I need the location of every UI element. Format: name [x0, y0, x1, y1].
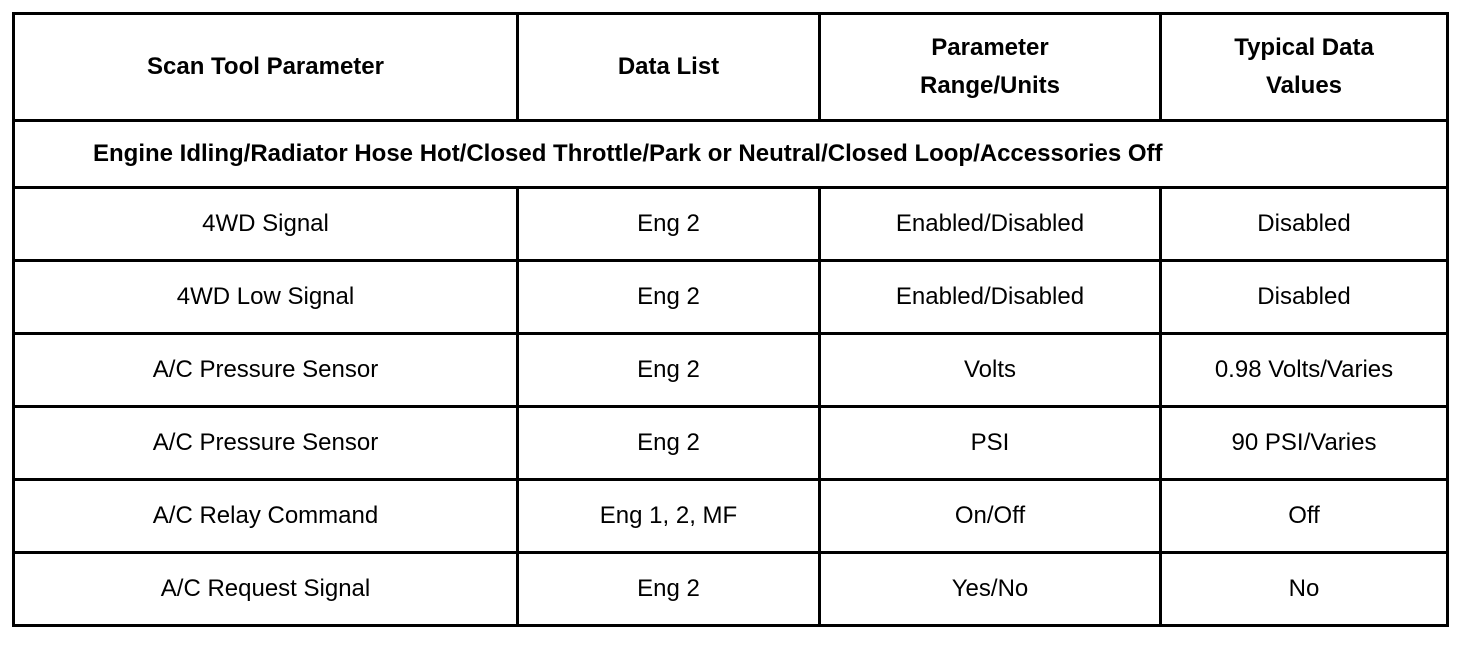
cell-typical-value: Off: [1161, 480, 1448, 553]
cell-parameter: A/C Pressure Sensor: [14, 407, 518, 480]
test-condition: Engine Idling/Radiator Hose Hot/Closed Throttle/Park or Neutral/Closed Loop/Accessories Off: [14, 121, 1448, 188]
table-row: [14, 480, 1448, 553]
cell-range-units: Enabled/Disabled: [820, 261, 1161, 334]
cell-parameter: 4WD Low Signal: [14, 261, 518, 334]
cell-data-list: Eng 2: [518, 553, 820, 626]
cell-parameter: A/C Relay Command: [14, 480, 518, 553]
cell-typical-value: Disabled: [1161, 261, 1448, 334]
header-parameter-range-units: Parameter Range/Units: [820, 14, 1161, 121]
cell-data-list: Eng 1, 2, MF: [518, 480, 820, 553]
cell-range-units: PSI: [820, 407, 1161, 480]
document-page: [12, 12, 1449, 627]
cell-typical-value: Disabled: [1161, 188, 1448, 261]
cell-typical-value: 90 PSI/Varies: [1161, 407, 1448, 480]
cell-typical-value: No: [1161, 553, 1448, 626]
table-row: [14, 261, 1448, 334]
condition-row: [14, 121, 1448, 188]
cell-range-units: Enabled/Disabled: [820, 188, 1161, 261]
cell-typical-value: 0.98 Volts/Varies: [1161, 334, 1448, 407]
cell-data-list: Eng 2: [518, 188, 820, 261]
cell-parameter: 4WD Signal: [14, 188, 518, 261]
cell-range-units: Volts: [820, 334, 1161, 407]
cell-parameter: A/C Request Signal: [14, 553, 518, 626]
cell-data-list: Eng 2: [518, 261, 820, 334]
table-row: [14, 407, 1448, 480]
cell-parameter: A/C Pressure Sensor: [14, 334, 518, 407]
header-scan-tool-parameter: Scan Tool Parameter: [14, 14, 518, 121]
header-data-list: Data List: [518, 14, 820, 121]
table-row: [14, 334, 1448, 407]
table-row: [14, 553, 1448, 626]
scan-tool-data-table: [12, 12, 1449, 627]
header-row: [14, 14, 1448, 121]
cell-range-units: Yes/No: [820, 553, 1161, 626]
header-typical-data-values: Typical Data Values: [1161, 14, 1448, 121]
cell-data-list: Eng 2: [518, 334, 820, 407]
cell-data-list: Eng 2: [518, 407, 820, 480]
table-row: [14, 188, 1448, 261]
cell-range-units: On/Off: [820, 480, 1161, 553]
